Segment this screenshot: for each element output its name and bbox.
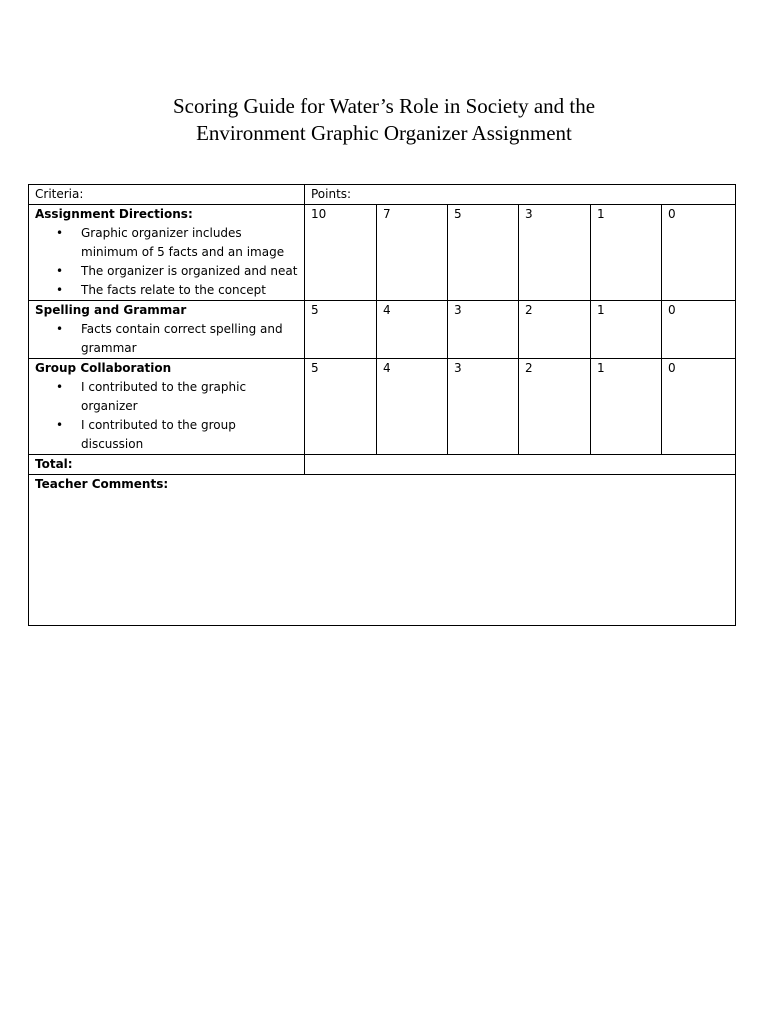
bullet-item: • The facts relate to the concept	[35, 281, 298, 300]
criteria-bullets	[35, 378, 298, 454]
criteria-header: Criteria:	[29, 185, 305, 205]
criteria-label: Group Collaboration	[35, 361, 172, 375]
points-cell: 5	[305, 359, 377, 455]
criteria-cell	[29, 301, 305, 359]
table-row	[29, 359, 736, 455]
teacher-comments-label: Teacher Comments:	[35, 477, 169, 491]
points-cell: 3	[519, 205, 591, 301]
points-cell: 3	[448, 359, 519, 455]
criteria-bullets	[35, 224, 298, 300]
table-row	[29, 205, 736, 301]
comments-row	[29, 475, 736, 626]
total-row	[29, 455, 736, 475]
points-cell: 4	[377, 359, 448, 455]
points-cell: 2	[519, 301, 591, 359]
points-cell: 1	[591, 301, 662, 359]
points-cell: 7	[377, 205, 448, 301]
table-row	[29, 301, 736, 359]
points-cell: 4	[377, 301, 448, 359]
criteria-label: Spelling and Grammar	[35, 303, 187, 317]
bullet-item: • Facts contain correct spelling and grammar	[35, 320, 298, 358]
title-line-2: Environment Graphic Organizer Assignment	[196, 121, 572, 145]
points-header: Points:	[305, 185, 736, 205]
bullet-item: • The organizer is organized and neat	[35, 262, 298, 281]
bullet-item: • I contributed to the graphic organizer	[35, 378, 298, 416]
document-title	[0, 93, 768, 147]
points-cell: 10	[305, 205, 377, 301]
points-cell: 0	[662, 359, 736, 455]
criteria-cell	[29, 359, 305, 455]
points-cell: 1	[591, 359, 662, 455]
bullet-item: • Graphic organizer includes minimum of 5 facts and an image	[35, 224, 298, 262]
bullet-item: • I contributed to the group discussion	[35, 416, 298, 454]
criteria-cell	[29, 205, 305, 301]
points-cell: 0	[662, 301, 736, 359]
title-line-1: Scoring Guide for Water’s Role in Society and the	[172, 94, 596, 118]
points-cell: 2	[519, 359, 591, 455]
header-row	[29, 185, 736, 205]
criteria-label: Assignment Directions:	[35, 207, 193, 221]
points-cell: 3	[448, 301, 519, 359]
points-cell: 5	[448, 205, 519, 301]
points-cell: 0	[662, 205, 736, 301]
total-label: Total:	[29, 455, 305, 475]
points-cell: 1	[591, 205, 662, 301]
criteria-bullets	[35, 320, 298, 358]
scoring-table	[28, 184, 736, 626]
total-value-cell[interactable]	[305, 455, 736, 475]
teacher-comments-cell[interactable]	[29, 475, 736, 626]
points-cell: 5	[305, 301, 377, 359]
